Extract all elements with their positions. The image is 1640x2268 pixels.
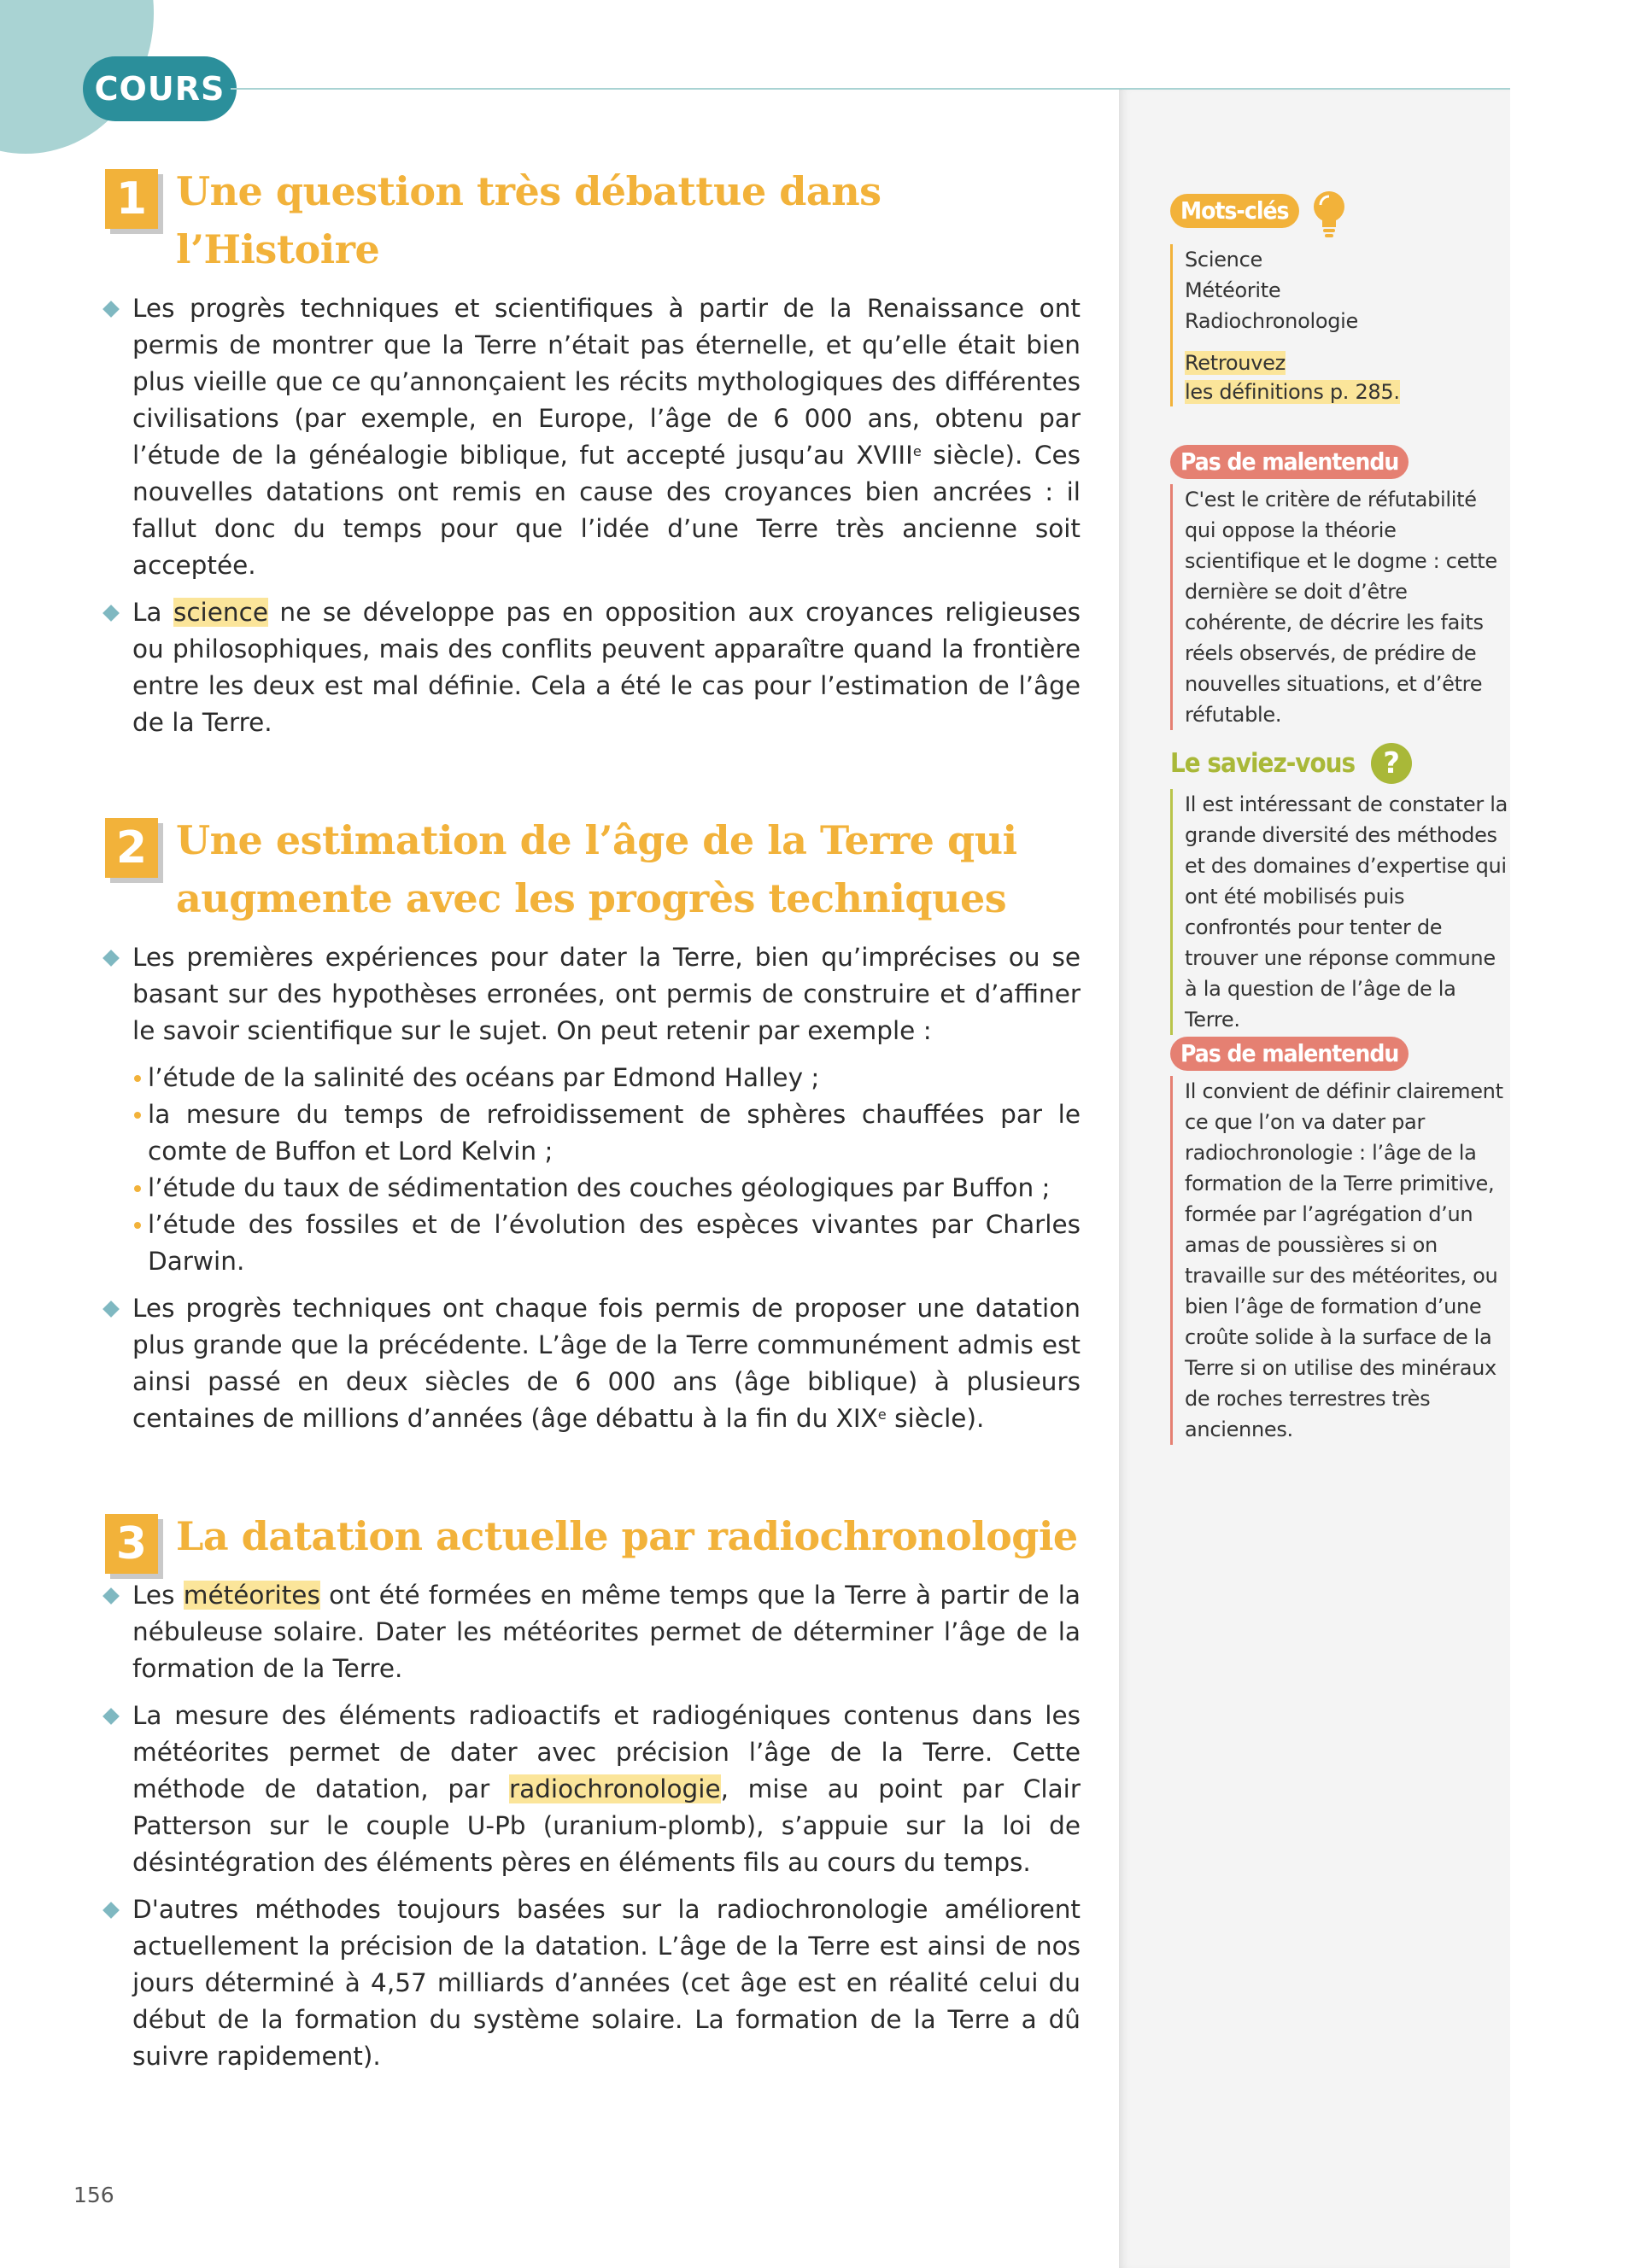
dot-bullet-icon <box>134 1222 141 1229</box>
diamond-bullet-icon <box>102 950 120 967</box>
misunderstanding-box-1 <box>1170 445 1512 730</box>
keyword-item: Radiochronologie <box>1185 309 1358 333</box>
question-icon: ? <box>1371 743 1412 784</box>
cours-tab: COURS <box>83 56 237 121</box>
did-you-know-box <box>1170 743 1512 1035</box>
section-2-closing: Les progrès techniques ont chaque fois permis de proposer une datation plus grande que la précédente. L’âge de la Terre communément admis est ainsi passé en deux siècles de 6 000 ans (âge biblique) à plusieurs centaines de millions d’années (âge débattu à la fin du XIXe siècle). <box>102 1290 1081 1437</box>
dot-bullet-icon <box>134 1075 141 1082</box>
section-1-paragraph-1: Les progrès techniques et scientifiques à partir de la Renaissance ont permis de montrer que la Terre n’était pas éternelle, et qu’elle était bien plus vieille que ce qu’annonçaient les récits mythologiques des différentes civilisations (par exemple, en Europe, l’âge de 6 000 ans, obtenu par l’étude de la généalogie biblique, fut accepté jusqu’au XVIIIe siècle). Ces nouvelles datations ont remis en cause des croyances bien ancrées : il fallut donc du temps pour que l’idée d’une Terre très ancienne soit acceptée. <box>102 290 1081 584</box>
dot-bullet-icon <box>134 1112 141 1119</box>
lightbulb-icon <box>1312 190 1346 239</box>
definitions-reference[interactable]: Retrouvez les définitions p. 285. <box>1185 351 1400 404</box>
section-3 <box>102 1507 1081 2075</box>
diamond-bullet-icon <box>102 1301 120 1318</box>
misunderstanding-title-2: Pas de malentendu <box>1170 1037 1409 1071</box>
misunderstanding-text-2: Il convient de définir clairement ce que l’on va dater par radiochronologie : l’âge de la formation de la Terre primitive, formée par l’agrégation d’un amas de poussières si on travaille sur des météorites, ou bien l’âge de formation d’une croûte solide à la surface de la Terre si on utilise des minéraux de roches terrestres très anciennes. <box>1170 1076 1512 1445</box>
list-item: l’étude des fossiles et de l’évolution des espèces vivantes par Charles Darwin. <box>102 1207 1081 1280</box>
section-number-1: 1 <box>105 169 158 229</box>
keyword-highlight-radiochronologie: radiochronologie <box>508 1774 721 1803</box>
section-1 <box>102 162 1081 741</box>
diamond-bullet-icon <box>102 1902 120 1919</box>
diamond-bullet-icon <box>102 301 120 318</box>
keyword-highlight-meteorites: météorites <box>183 1581 320 1610</box>
keyword-highlight-science: science <box>173 598 268 627</box>
section-2-title: Une estimation de l’âge de la Terre qui augmente avec les progrès techniques <box>176 817 1017 921</box>
misunderstanding-box-2 <box>1170 1037 1512 1445</box>
diamond-bullet-icon <box>102 1587 120 1605</box>
list-item: la mesure du temps de refroidissement de sphères chauffées par le comte de Buffon et Lord Kelvin ; <box>102 1096 1081 1170</box>
keyword-item: Science <box>1185 248 1262 272</box>
main-content <box>102 162 1081 2085</box>
keywords-title: Mots-clés <box>1170 194 1299 228</box>
keywords-list <box>1170 244 1512 406</box>
keyword-item: Météorite <box>1185 278 1281 302</box>
keywords-box <box>1170 190 1512 406</box>
did-you-know-header <box>1170 743 1512 784</box>
list-item: l’étude de la salinité des océans par Edmond Halley ; <box>102 1060 1081 1096</box>
did-you-know-text: Il est intéressant de constater la grande diversité des méthodes et des domaines d’expertise qui ont été mobilisés puis confrontés pour tenter de trouver une réponse commune à la question de l’âge de la Terre. <box>1170 789 1512 1035</box>
misunderstanding-text-1: C'est le critère de réfutabilité qui oppose la théorie scientifique et le dogme : cette dernière se doit d’être cohérente, de décrire les faits réels observés, de prédire de nouvelles situations, et d’être réfutable. <box>1170 484 1512 730</box>
section-3-paragraph-2: La mesure des éléments radioactifs et radiogéniques contenus dans les météorites permet de dater avec précision l’âge de la Terre. Cette méthode de datation, par radiochronologie, mise au point par Clair Patterson sur le couple U-Pb (uranium-plomb), s’appuie sur la loi de désintégration des éléments pères en éléments fils au cours du temps. <box>102 1698 1081 1881</box>
section-2-intro: Les premières expériences pour dater la Terre, bien qu’imprécises ou se basant sur des hypothèses erronées, ont permis de construire et d’affiner le savoir scientifique sur le sujet. On peut retenir par exemple : <box>102 939 1081 1049</box>
section-number-3: 3 <box>105 1514 158 1574</box>
section-1-paragraph-2: La science ne se développe pas en opposition aux croyances religieuses ou philosophiques, mais des conflits peuvent apparaître quand la frontière entre les deux est mal définie. Cela a été le cas pour l’estimation de l’âge de la Terre. <box>102 594 1081 741</box>
section-3-paragraph-3: D'autres méthodes toujours basées sur la radiochronologie améliorent actuellement la précision de la datation. L’âge de la Terre est ainsi de nos jours déterminé à 4,57 milliards d’années (cet âge est en réalité celui du début de la formation du système solaire. La formation de la Terre a dû suivre rapidement). <box>102 1891 1081 2075</box>
section-1-heading <box>102 162 1081 278</box>
dot-bullet-icon <box>134 1185 141 1192</box>
list-item: l’étude du taux de sédimentation des couches géologiques par Buffon ; <box>102 1170 1081 1207</box>
section-3-paragraph-1: Les météorites ont été formées en même temps que la Terre à partir de la nébuleuse solaire. Dater les météorites permet de déterminer l’âge de la formation de la Terre. <box>102 1577 1081 1687</box>
keywords-header <box>1170 190 1512 239</box>
section-3-heading <box>102 1507 1081 1569</box>
misunderstanding-title-1: Pas de malentendu <box>1170 445 1409 479</box>
page-number: 156 <box>73 2183 114 2207</box>
section-2-heading <box>102 811 1081 927</box>
section-1-title: Une question très débattue dans l’Histoire <box>176 168 882 272</box>
did-you-know-title: Le saviez-vous <box>1170 748 1356 779</box>
diamond-bullet-icon <box>102 605 120 622</box>
section-2 <box>102 811 1081 1437</box>
diamond-bullet-icon <box>102 1708 120 1725</box>
section-3-title: La datation actuelle par radiochronologie <box>176 1513 1078 1559</box>
section-number-2: 2 <box>105 818 158 878</box>
